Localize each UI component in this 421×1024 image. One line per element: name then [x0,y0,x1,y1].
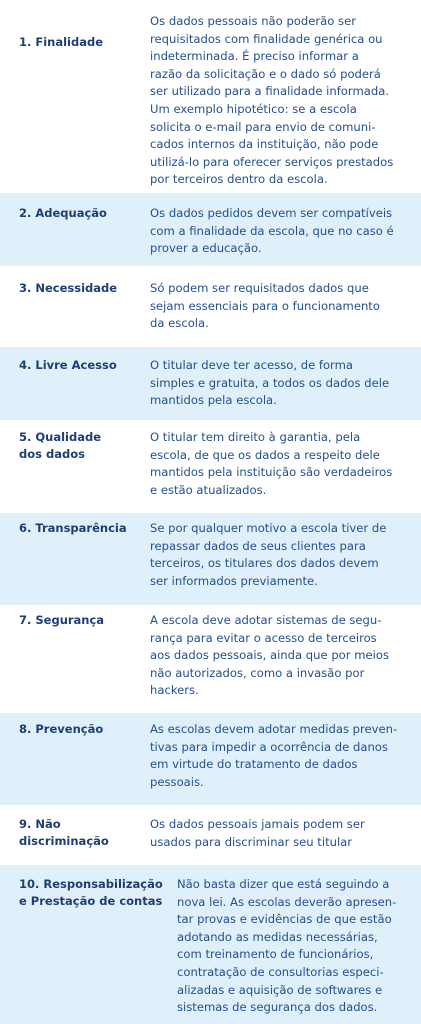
desc-line: utilizá-lo para oferecer serviços prestados [150,154,394,169]
desc-line: O titular tem direito à garantia, pela [150,430,361,444]
principle-description [150,721,400,791]
desc-line: contratação de consultorias especi- [177,964,384,979]
principle-title [19,357,117,374]
desc-line: Se por qualquer motivo a escola tiver de [150,521,387,535]
desc-line: por terceiros dentro da escola. [150,172,328,187]
desc-line: Os dados pedidos devem ser compatíveis [150,206,393,220]
principle-row-1 [0,0,421,193]
principle-title [19,876,163,910]
desc-line: mantidos pela escola. [150,393,277,408]
principle-row-10 [0,865,421,1024]
desc-line: da escola. [150,316,209,331]
desc-line: tar provas e evidências de que estão [177,912,392,927]
desc-line: adotando as medidas necessárias, [177,929,378,944]
desc-line: mantidos pela instituição são verdadeiros [150,465,393,480]
desc-line: cados internos da instituição, não pode [150,137,379,152]
desc-line: nova lei. As escolas deverão apresen- [177,894,397,909]
desc-line: ser informados previamente. [150,573,318,588]
desc-line: em virtude do tratamento de dados [150,757,358,772]
title-line: 7. Segurança [19,613,105,627]
title-line: 5. Qualidade [19,430,102,444]
desc-line: simples e gratuita, a todos os dados dele [150,375,390,390]
title-line: dos dados [19,447,85,461]
principle-title [19,520,127,537]
principle-description [150,205,400,258]
title-line: 6. Transparência [19,521,127,535]
desc-line: solicita o e-mail para envio de comuni- [150,119,376,134]
desc-line: razão da solicitação e o dado só poderá [150,66,381,81]
desc-line: indeterminada. É preciso informar a [150,49,359,64]
title-line: discriminação [19,834,109,848]
desc-line: tivas para impedir a ocorrência de danos [150,739,388,754]
principle-description [150,429,400,499]
desc-line: com a finalidade da escola, que no caso é [150,223,394,238]
desc-line: As escolas devem adotar medidas preven- [150,722,398,736]
desc-line: Os dados pessoais não poderão ser [150,14,356,28]
principle-row-9 [0,805,421,865]
desc-line: pessoais. [150,774,204,789]
title-line: 3. Necessidade [19,281,118,295]
title-line: 2. Adequação [19,206,107,220]
principle-description [150,13,400,189]
principle-title [19,816,109,850]
principle-row-6 [0,513,421,605]
desc-line: Um exemplo hipotético: se a escola [150,101,357,116]
principle-title [19,612,104,629]
desc-line: Não basta dizer que está seguindo a [177,877,390,891]
desc-line: repassar dados de seus clientes para [150,538,366,553]
desc-line: O titular deve ter acesso, de forma [150,358,354,372]
principle-description [150,357,400,410]
principle-title [19,280,117,297]
desc-line: aos dados pessoais, ainda que por meios [150,648,390,663]
principle-title [19,429,101,463]
desc-line: sejam essenciais para o funcionamento [150,298,380,313]
desc-line: rança para evitar o acesso de terceiros [150,630,377,645]
principle-row-7 [0,605,421,713]
desc-line: Só podem ser requisitados dados que [150,281,369,295]
desc-line: prover a educação. [150,241,262,256]
title-line: 4. Livre Acesso [19,358,117,372]
desc-line: e estão atualizados. [150,482,267,497]
desc-line: sistemas de segurança dos dados. [177,1000,378,1015]
desc-line: hackers. [150,683,199,698]
desc-line: com treinamento de funcionários, [177,947,374,962]
principle-row-8 [0,713,421,805]
principle-description [150,520,400,590]
title-line: 9. Não [19,817,61,831]
principle-title [19,205,107,222]
principle-row-3 [0,266,421,347]
desc-line: requisitados com finalidade genérica ou [150,31,383,46]
title-line: 8. Prevenção [19,722,104,736]
desc-line: alizadas e aquisição de softwares e [177,982,383,997]
title-line: 1. Finalidade [19,35,104,49]
principle-row-4 [0,347,421,420]
principle-description [150,816,400,851]
desc-line: A escola deve adotar sistemas de segu- [150,613,382,627]
principle-description [150,612,400,700]
principle-row-5 [0,420,421,513]
desc-line: Os dados pessoais jamais podem ser [150,817,365,831]
desc-line: ser utilizado para a finalidade informada. [150,84,390,99]
principle-title [19,34,103,51]
title-line: e Prestação de contas [19,894,163,908]
desc-line: escola, de que os dados a respeito dele [150,447,380,462]
principle-description [150,280,400,333]
principle-description [177,876,407,1017]
principle-row-2 [0,193,421,266]
desc-line: terceiros, os titulares dos dados devem [150,556,379,571]
desc-line: não autorizados, como a invasão por [150,665,365,680]
desc-line: usados para discriminar seu titular [150,834,353,849]
title-line: 10. Responsabilização [19,877,163,891]
principle-title [19,721,103,738]
